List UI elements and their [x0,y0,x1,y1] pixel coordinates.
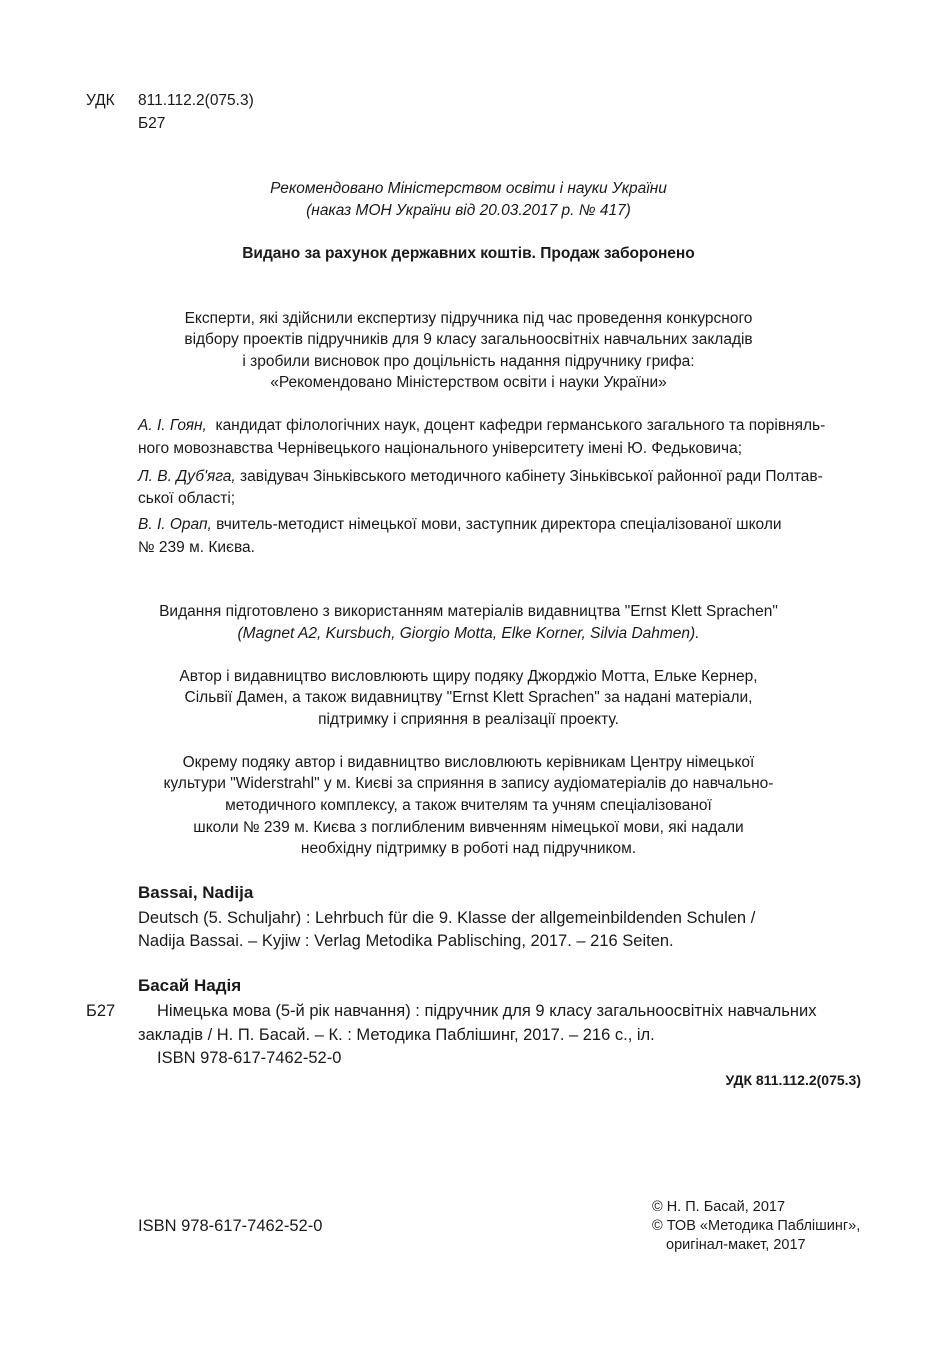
bib-ua-code: Б27 [86,1002,116,1020]
expert-entry [138,515,782,535]
footer-isbn: ISBN 978-617-7462-52-0 [138,1217,323,1235]
bib-de-line-1: Deutsch (5. Schuljahr) : Lehrbuch für die 9. Klasse der allgemeinbildenden Schulen / [138,909,756,927]
expert-name: В. І. Орап, [138,516,212,533]
expert-name: А. І. Гоян, [138,417,207,434]
thanks-line: Автор і видавництво висловлюють щиру подяку Джорджіо Мотта, Ельке Кернер, [179,668,758,685]
bbk-code: Б27 [138,115,166,132]
expert-entry [138,416,825,436]
special-thanks-line: культури "Widerstrahl" у м. Києві за сприяння в запису аудіоматеріалів до навчально- [163,775,774,792]
experts-intro-line: і зробили висновок про доцільність надання підручнику грифа: [242,353,695,370]
bib-de-author: Bassai, Nadija [138,883,254,902]
thanks-line: підтримку і сприяння в реалізації проекту. [318,711,619,728]
expert-description: завідувач Зіньківського методичного кабінету Зіньківської районної ради Полтав- [235,468,823,485]
experts-intro-line: «Рекомендовано Міністерством освіти і науки України» [270,374,667,391]
bib-ua-line-2: закладів / Н. П. Басай. – К. : Методика Паблішинг, 2017. – 216 с., іл. [138,1026,655,1044]
bib-de-line-2: Nadija Bassai. – Kyjiw : Verlag Metodika Pablisching, 2017. – 216 Seiten. [138,932,674,950]
expert-description: вчитель-методист німецької мови, заступник директора спеціалізованої школи [211,516,782,533]
recommendation-line-2: (наказ МОН України від 20.03.2017 р. № 417) [306,202,631,219]
recommendation-line-1: Рекомендовано Міністерством освіти і науки України [270,180,667,197]
materials-line-1: Видання підготовлено з використанням матеріалів видавництва "Ernst Klett Sprachen" [159,603,778,620]
expert-entry [138,467,823,487]
expert-name: Л. В. Дуб'яга, [138,468,236,485]
copyright-author: © Н. П. Басай, 2017 [652,1199,786,1215]
experts-intro-line: відбору проектів підручників для 9 класу загальноосвітніх навчальних закладів [184,331,753,348]
experts-intro-line: Експерти, які здійснили експертизу підручника під час проведення конкурсного [184,310,753,327]
udk-label: УДК [86,92,115,109]
copyright-publisher: © ТОВ «Методика Паблішинг», [652,1218,861,1234]
special-thanks-line: школи № 239 м. Києва з поглибленим вивченням німецької мови, які надали [193,819,744,836]
expert-description-cont: № 239 м. Києва. [138,539,255,556]
special-thanks-line: необхідну підтримку в роботі над підручником. [300,840,637,857]
bib-ua-isbn: ISBN 978-617-7462-52-0 [157,1049,342,1067]
sale-notice: Видано за рахунок державних коштів. Продаж заборонено [242,245,695,262]
materials-line-2: (Magnet A2, Kursbuch, Giorgio Motta, Elke Korner, Silvia Dahmen). [237,625,700,642]
special-thanks-line: Окрему подяку автор і видавництво висловлюють керівникам Центру німецької [182,754,755,771]
expert-description-cont: ного мовознавства Чернівецького національного університету імені Ю. Федьковича; [138,440,743,457]
bib-ua-author: Басай Надія [138,976,242,995]
udk-code: 811.112.2(075.3) [138,92,254,109]
bib-ua-line-1: Німецька мова (5-й рік навчання) : підручник для 9 класу загальноосвітніх навчальних [157,1002,817,1020]
thanks-line: Сільвії Дамен, а також видавництву "Ernst Klett Sprachen" за надані матеріали, [184,689,753,706]
expert-description-cont: ської області; [138,490,236,507]
copyright-layout: оригінал-макет, 2017 [666,1237,806,1253]
special-thanks-line: методичного комплексу, а також вчителям та учням спеціалізованої [225,797,712,814]
bib-ua-udk: УДК 811.112.2(075.3) [725,1072,861,1088]
expert-description: кандидат філологічних наук, доцент кафедри германського загального та порівняль- [206,417,826,434]
